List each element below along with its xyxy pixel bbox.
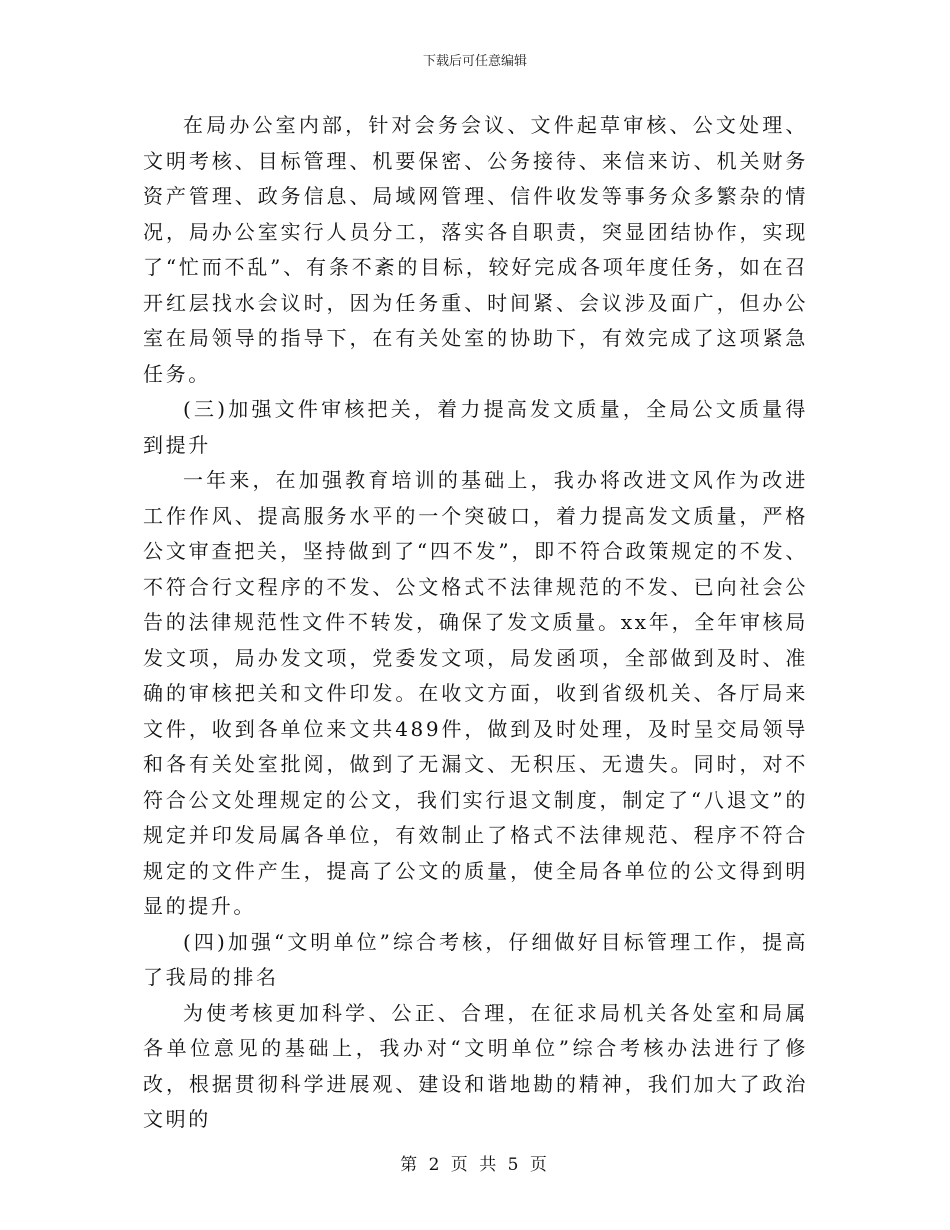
paragraph-assessment: 为使考核更加科学、公正、合理，在征求局机关各处室和局属各单位意见的基础上，我办对“文明单位”综合考核办法进行了修改，根据贯彻科学进展观、建设和谐地勘的精神，我们加大了政治文明的	[143, 1000, 808, 1131]
document-body	[143, 108, 808, 1138]
paragraph-office-division: 在局办公室内部，针对会务会议、文件起草审核、公文处理、文明考核、目标管理、机要保密、公务接待、来信来访、机关财务资产管理、政务信息、局域网管理、信件收发等事务众多繁杂的情况，局办公室实行人员分工，落实各自职责，突显团结协作，实现了“忙而不乱”、有条不紊的目标，较好完成各项年度任务，如在召开红层找水会议时，因为任务重、时间紧、会议涉及面广，但办公室在局领导的指导下，在有关处室的协助下，有效完成了这项紧急任务。	[143, 113, 808, 386]
section-heading-3: (三)加强文件审核把关，着力提高发文质量，全局公文质量得到提升	[143, 397, 808, 457]
section-heading-4: (四)加强“文明单位”综合考核，仔细做好目标管理工作，提高了我局的排名	[143, 929, 808, 989]
paragraph-document-review: 一年来，在加强教育培训的基础上，我办将改进文风作为改进工作作风、提高服务水平的一个突破口，着力提高发文质量，严格公文审查把关，坚持做到了“四不发”，即不符合政策规定的不发、不符合行文程序的不发、公文格式不法律规范的不发、已向社会公告的法律规范性文件不转发，确保了发文质量。xx年，全年审核局发文项，局办发文项，党委发文项，局发函项，全部做到及时、准确的审核把关和文件印发。在收文方面，收到省级机关、各厅局来文件，收到各单位来文共489件，做到及时处理，及时呈交局领导和各有关处室批阅，做到了无漏文、无积压、无遗失。同时，对不符合公文处理规定的公文，我们实行退文制度，制定了“八退文”的规定并印发局属各单位，有效制止了格式不法律规范、程序不符合规定的文件产生，提高了公文的质量，使全局各单位的公文得到明显的提升。	[143, 468, 808, 918]
page-number: 第 2 页 共 5 页	[400, 1155, 550, 1175]
page-header: 下载后可任意编辑	[422, 54, 527, 69]
